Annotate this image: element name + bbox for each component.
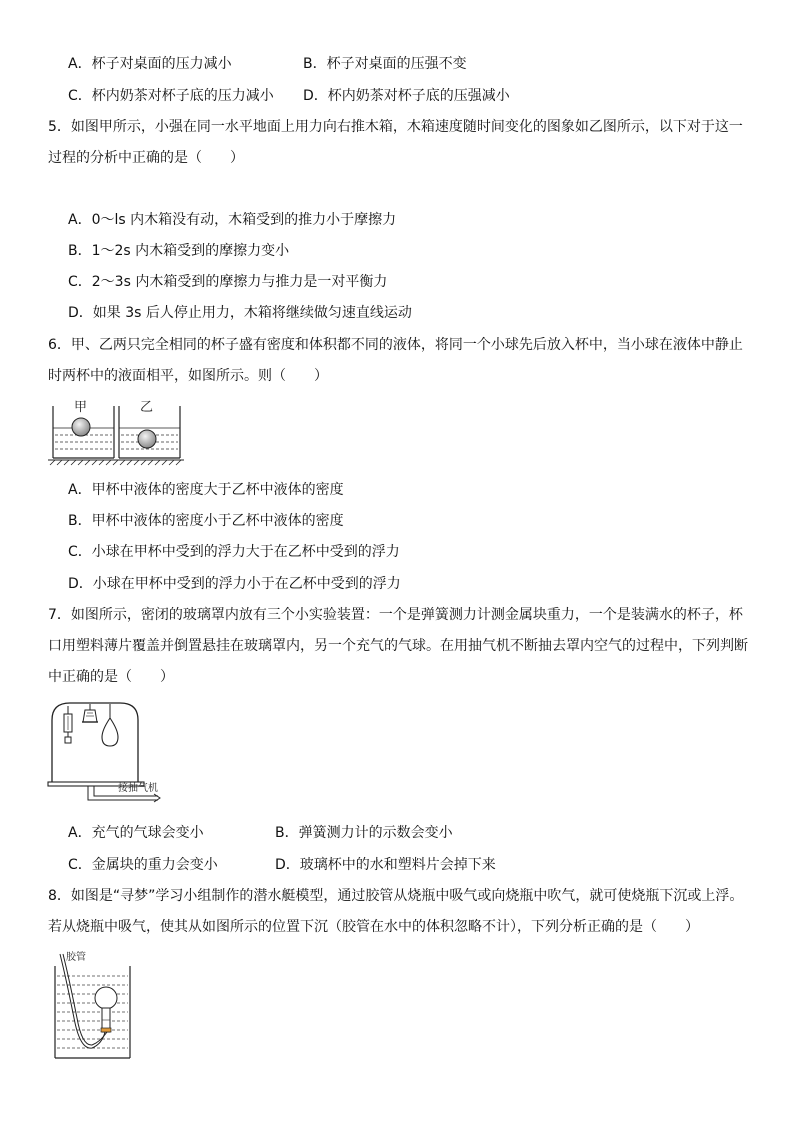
q8-label-tube: 胶管 <box>66 952 86 963</box>
q5-option-b: B．1～2s 内木箱受到的摩擦力变小 <box>68 243 290 259</box>
q7-bell-jar-figure <box>46 700 196 810</box>
q6-option-c: C．小球在甲杯中受到的浮力大于在乙杯中受到的浮力 <box>68 544 400 560</box>
q8-stem-line2: 若从烧瓶中吸气，使其从如图所示的位置下沉（胶管在水中的体积忽略不计），下列分析正确的是（ ） <box>48 919 699 935</box>
q5-option-a: A．0～ls 内木箱没有动，木箱受到的推力小于摩擦力 <box>68 212 397 228</box>
q7-option-b: B．弹簧测力计的示数会变小 <box>275 825 453 841</box>
q8-stem-line1: 8．如图是“寻梦”学习小组制作的潜水艇模型，通过胶管从烧瓶中吸气或向烧瓶中吹气，就可使烧瓶下沉或上浮。 <box>48 888 744 904</box>
q7-stem-line2: 口用塑料薄片覆盖并倒置悬挂在玻璃罩内，另一个充气的气球。在用抽气机不断抽去罩内空气的过程中，下列判断 <box>48 638 748 654</box>
q4-option-b: B．杯子对桌面的压强不变 <box>303 56 467 72</box>
q5-option-c: C．2～3s 内木箱受到的摩擦力与推力是一对平衡力 <box>68 274 388 290</box>
q6-option-d: D．小球在甲杯中受到的浮力小于在乙杯中受到的浮力 <box>68 576 401 592</box>
q6-stem-line1: 6．甲、乙两只完全相同的杯子盛有密度和体积都不同的液体，将同一个小球先后放入杯中，当小球在液体中静止 <box>48 337 743 353</box>
q7-label-pump: 接抽气机 <box>118 783 158 794</box>
q4-option-c: C．杯内奶茶对杯子底的压力减小 <box>68 88 274 104</box>
q6-stem-line2: 时两杯中的液面相平，如图所示。则（ ） <box>48 368 328 384</box>
q6-option-a: A．甲杯中液体的密度大于乙杯中液体的密度 <box>68 482 344 498</box>
q7-stem-line1: 7．如图所示，密闭的玻璃罩内放有三个小实验装置：一个是弹簧测力计测金属块重力，一个是装满水的杯子，杯 <box>48 607 743 623</box>
q7-option-c: C．金属块的重力会变小 <box>68 857 218 873</box>
q4-option-d: D．杯内奶茶对杯子底的压强减小 <box>303 88 510 104</box>
q5-option-d: D．如果 3s 后人停止用力，木箱将继续做匀速直线运动 <box>68 305 412 321</box>
q6-two-cups-figure <box>48 396 184 466</box>
q7-option-d: D．玻璃杯中的水和塑料片会掉下来 <box>275 857 496 873</box>
q4-option-a: A．杯子对桌面的压力减小 <box>68 56 232 72</box>
q8-submarine-model-figure <box>50 948 140 1063</box>
q5-stem-line2: 过程的分析中正确的是（ ） <box>48 150 244 166</box>
q6-option-b: B．甲杯中液体的密度小于乙杯中液体的密度 <box>68 513 344 529</box>
q5-stem-line1: 5．如图甲所示，小强在同一水平地面上用力向右推木箱，木箱速度随时间变化的图象如乙图所示，以下对于这一 <box>48 119 743 135</box>
q7-stem-line3: 中正确的是（ ） <box>48 669 174 685</box>
q7-option-a: A．充气的气球会变小 <box>68 825 204 841</box>
q6-label-yi: 乙 <box>140 400 154 415</box>
q6-label-jia: 甲 <box>74 400 88 415</box>
